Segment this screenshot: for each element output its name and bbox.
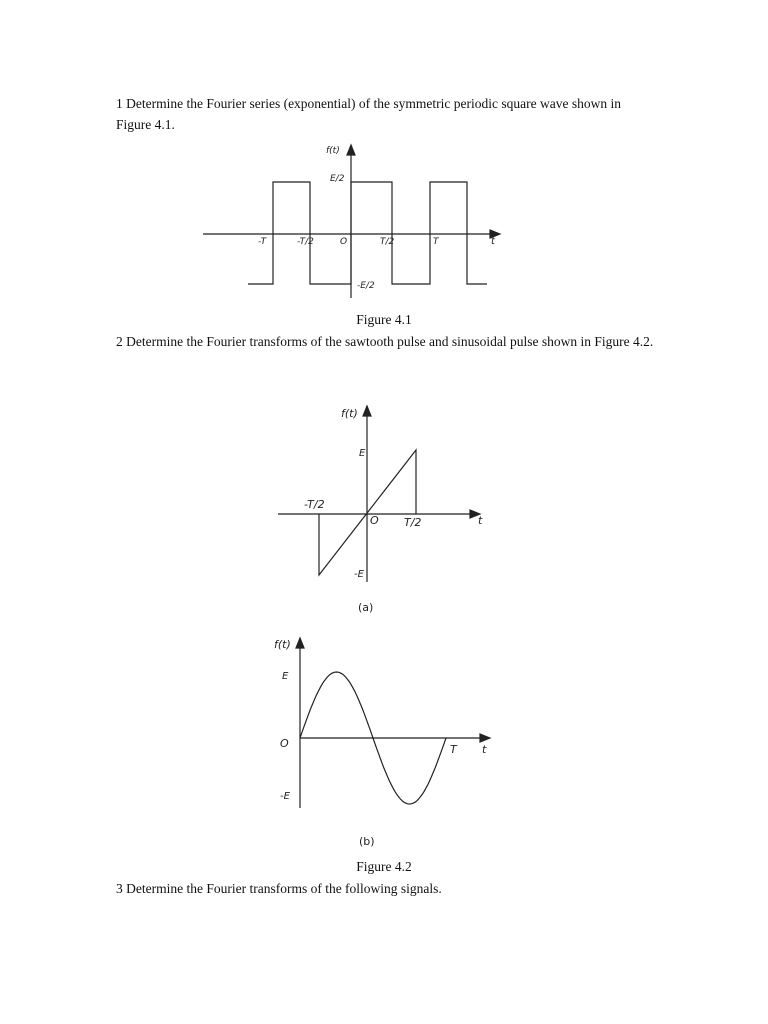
fig41-y-label: f(t) — [326, 146, 340, 156]
fig42b-tick-neg-e: -E — [280, 791, 290, 802]
fig42a-y-label: f(t) — [341, 407, 358, 420]
fig42b-x-label: t — [482, 743, 487, 756]
fig41-x-label: t — [491, 236, 495, 247]
t-axis-arrow — [480, 734, 490, 742]
fig41-tick-e-half: E/2 — [330, 174, 345, 184]
fig41-tick-neg-t: -T — [258, 237, 267, 247]
fig42a-tick-t-half: T/2 — [404, 516, 422, 529]
fig42b-tick-e: E — [282, 671, 289, 682]
fig41-tick-neg-e-half: -E/2 — [357, 281, 375, 291]
fig42b-origin: O — [280, 737, 289, 750]
fig41-tick-t-half: T/2 — [380, 237, 395, 247]
problem-3-text: 3 Determine the Fourier transforms of the following signals. — [116, 881, 442, 896]
problem-2-text: 2 Determine the Fourier transforms of the sawtooth pulse and sinusoidal pulse shown in Figure 4.2. — [116, 334, 654, 349]
fig41-tick-t: T — [433, 237, 439, 247]
fig42a-sublabel: (a) — [358, 601, 374, 614]
fig42a-tick-neg-t-half: -T/2 — [304, 498, 325, 511]
fig42a-tick-neg-e: -E — [354, 569, 364, 580]
fig42b-y-label: f(t) — [274, 638, 291, 651]
fig42a-origin: O — [370, 514, 379, 527]
fig42a-tick-e: E — [359, 448, 366, 459]
problem-1-text: 1 Determine the Fourier series (exponential) of the symmetric periodic square wave shown in Figure 4.1. — [116, 96, 621, 132]
fig41-origin: O — [340, 237, 348, 247]
fig42b-tick-t: T — [450, 743, 457, 756]
figure-4-2-caption: Figure 4.2 — [356, 859, 412, 874]
f-axis-arrow — [296, 638, 304, 648]
fig41-tick-neg-t-half: -T/2 — [297, 237, 314, 247]
fig42b-sublabel: (b) — [359, 835, 375, 848]
figure-4-1-caption: Figure 4.1 — [356, 312, 412, 327]
fig42a-x-label: t — [478, 514, 483, 527]
